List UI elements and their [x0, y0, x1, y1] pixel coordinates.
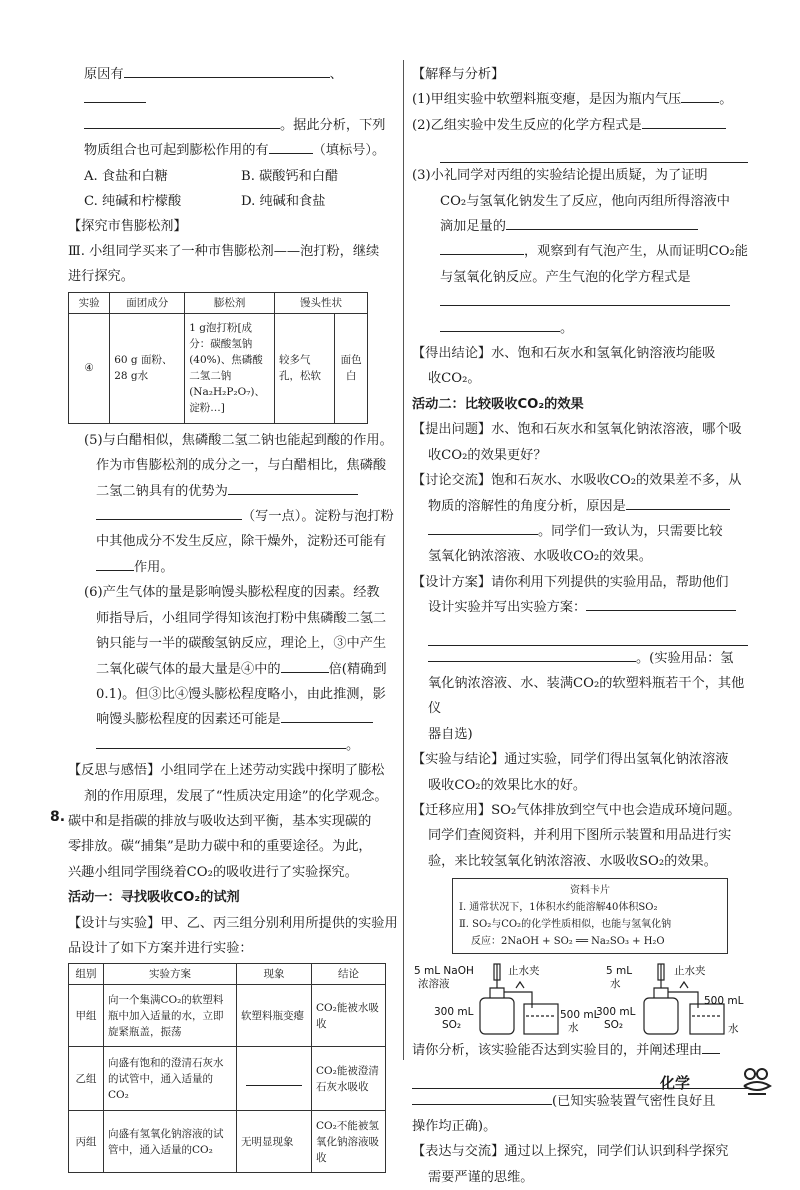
publisher-logo-icon [740, 1064, 774, 1098]
activity-2-title: 活动二：比较吸收CO₂的效果 [412, 396, 584, 412]
column-divider [403, 60, 404, 1060]
info-card: 资料卡片 Ⅰ. 通常状况下，1体积水约能溶解40体积SO₂ Ⅱ. SO₂与CO₂的化学性质相似，也能与氢氧化钠 反应：2NaOH + SO₂ ══ Na₂SO₃ + H₂O [452, 878, 728, 954]
label-clamp-right: 止水夹 [674, 965, 706, 978]
label-so2-volume-right: 300 mL [596, 1006, 636, 1019]
option-b[interactable]: B. 碳酸钙和白醋 [241, 168, 339, 184]
label-naoh-volume: 5 mL NaOH [414, 965, 474, 978]
label-so2-right: SO₂ [604, 1019, 624, 1032]
label-water-right: 水 [728, 1023, 739, 1036]
section-explore: 【探究市售膨松剂】 [68, 218, 187, 234]
question-8-number: 8. [50, 808, 66, 825]
option-d[interactable]: D. 纯碱和食盐 [241, 193, 326, 209]
left-column: 原因有 、 。据此分析，下列 物质组合也可起到膨松作用的有 （填标号）。 A. 食盐和白糖 B. 碳酸钙和白醋 C. 纯碱和柠檬酸 D. 纯碱和食盐 【探究市售膨松剂】 Ⅲ. 小组同学买来了一种市售膨松剂——泡打粉，继续 进行探究。 实验 面团成分 膨松剂 馒头性状 ④ 60 g 面粉、28 g水 1 g泡打粉[成分：碳酸氢钠(40%)、焦磷酸二氢二钠(Na₂H₂P₂O₇)、淀粉…] 较多气孔，松软 面色白 (5)与白醋相似，焦磷酸二氢二钠也能起到酸的作用。 作为市售膨松剂的成分之一，与白醋相比，焦磷酸 二氢二钠具有的优势为 （写一点）。淀粉与泡打粉 中其他成分不发生反应，除干燥外，淀粉还可能有 作用。 (6)产生气体的量是影响馒头膨松程度的因素。经教 师指导后，小组同学得知该泡打粉中焦磷酸二氢二 钠只能与一半的碳酸氢钠反应，理论上，③中产生 二氧化碳气体的最大量是④中的 倍(精确到 0.1)。但③比④馒头膨松程度略小，由此推测，影 响馒头膨松程度的因素还可能是 。 【反思与感悟】小组同学在上述劳动实践中探明了膨松 剂的作用原理，发展了“性质决定用途”的化学观念。 8. 碳中和是指碳的排放与吸收达到平衡，基本实现碳的 零排放。碳“捕集”是助力碳中和的重要途径。为此， 兴趣小组同学围绕着CO₂的吸收进行了实验探究。 活动一：寻找吸收CO₂的试剂 【设计与实验】甲、乙、丙三组分别利用所提供的实验用 品设计了如下方案并进行实验： 组别 实验方案 现象 结论 甲组 向一个集满CO₂的软塑料瓶中加入适量的水，立即旋紧瓶盖，振荡 软塑料瓶变瘪 CO₂能被水吸收 乙组 向盛有饱和的澄清石灰水的试管中，通入适量的CO₂ CO₂能被澄清石灰水吸收 丙组 向盛有氢氧化钠溶液的试管中，通入适量的CO₂ 无明显现象 CO₂不能被氢氧化钠溶液吸收 [68, 62, 398, 1173]
option-c[interactable]: C. 纯碱和柠檬酸 [84, 193, 182, 209]
co2-experiment-table: 组别 实验方案 现象 结论 甲组 向一个集满CO₂的软塑料瓶中加入适量的水，立即旋紧瓶盖，振荡 软塑料瓶变瘪 CO₂能被水吸收 乙组 向盛有饱和的澄清石灰水的试管中，通入适量的CO₂ CO₂能被澄清石灰水吸收 丙组 向盛有氢氧化钠溶液的试管中，通入适量的CO₂ 无明显现象 CO₂不能被氢氧化钠溶液吸收 [68, 963, 386, 1173]
activity-1-title: 活动一：寻找吸收CO₂的试剂 [68, 890, 240, 906]
label-water-volume-left: 500 mL [560, 1009, 600, 1022]
label-water-5ml: 水 [610, 978, 621, 991]
label-naoh-solution: 浓溶液 [418, 978, 450, 991]
options [68, 164, 398, 214]
leavening-table: 实验 面团成分 膨松剂 馒头性状 ④ 60 g 面粉、28 g水 1 g泡打粉[成分：碳酸氢钠(40%)、焦磷酸二氢二钠(Na₂H₂P₂O₇)、淀粉…] 较多气孔，松软 面色白 [68, 292, 368, 424]
label-so2-volume-left: 300 mL [434, 1006, 474, 1019]
label-so2-left: SO₂ [442, 1019, 462, 1032]
label-clamp-left: 止水夹 [508, 965, 540, 978]
label-water-volume-5ml: 5 mL [606, 965, 633, 978]
label-water-left: 水 [568, 1022, 579, 1035]
label-water-volume-right: 500 mL [704, 995, 744, 1008]
subject-label: 化学 [660, 1074, 691, 1092]
right-column: 【解释与分析】 (1)甲组实验中软塑料瓶变瘪，是因为瓶内气压 。 (2)乙组实验中发生反应的化学方程式是 (3)小礼同学对丙组的实验结论提出质疑，为了证明 CO₂与氢氧化钠发生了反应，他向丙组所得溶液中 滴加足量的 ，观察到有气泡产生，从而证明CO₂能 与氢氧化钠反应。产生气泡的化学方程式是 。 【得出结论】水、饱和石灰水和氢氧化钠溶液均能吸 收CO₂。 活动二：比较吸收CO₂的效果 【提出问题】水、饱和石灰水和氢氧化钠浓溶液，哪个吸 收CO₂的效果更好？ 【讨论交流】饱和石灰水、水吸收CO₂的效果差不多，从 物质的溶解性的角度分析，原因是 。同学们一致认为，只需要比较 氢氧化钠浓溶液、水吸收CO₂的效果。 【设计方案】请你利用下列提供的实验用品，帮助他们 设计实验并写出实验方案： 。(实验用品：氢 氧化钠浓溶液、水、装满CO₂的软塑料瓶若干个，其他仪 器自选) 【实验与结论】通过实验，同学们得出氢氧化钠浓溶液 吸收CO₂的效果比水的好。 【迁移应用】SO₂气体排放到空气中也会造成环境问题。 同学们查阅资料，并利用下图所示装置和用品进行实 验，来比较氢氧化钠浓溶液、水吸收SO₂的效果。 资料卡片 Ⅰ. 通常状况下，1体积水约能溶解40体积SO₂ Ⅱ. SO₂与CO₂的化学性质相似，也能与氢氧化钠 反应：2NaOH + SO₂ ══ Na₂SO₃ + H₂O 5 mL NaOH 浓溶液 止水夹 300 mL SO₂ 500 mL 水 5 mL 水 止水夹 300 mL SO₂ 500 mL 水 请你分析，该实验能否达到实验目的，并阐述理由 (已知实验装置气密性良好且 操作均正确)。 【表达与交流】通过以上探究，同学们认识到科学探究 需要严谨的思维。 [412, 67, 748, 1185]
apparatus-diagram [412, 960, 748, 1038]
option-a[interactable]: A. 食盐和白糖 [84, 168, 168, 184]
